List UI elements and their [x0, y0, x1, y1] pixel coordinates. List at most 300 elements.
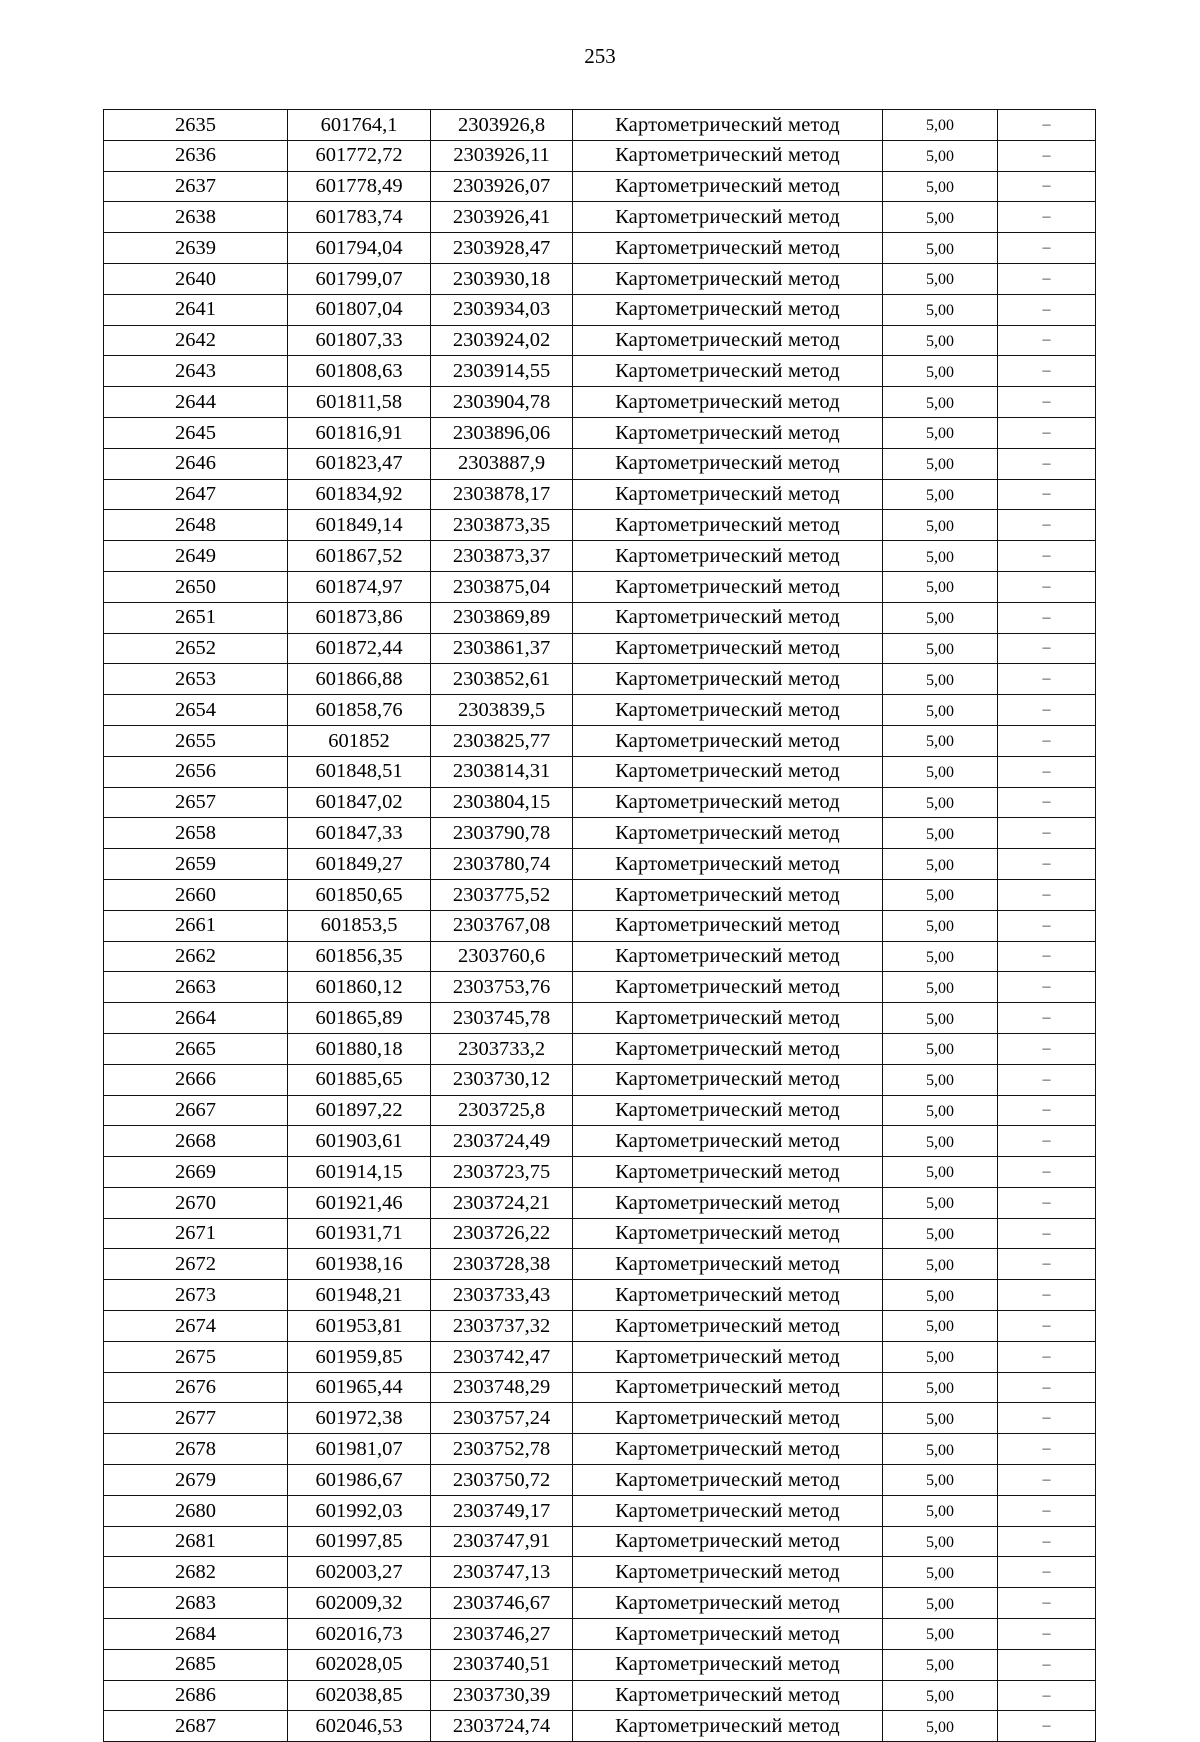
x-coordinate-cell: 601938,16 — [288, 1249, 431, 1280]
method-cell: Картометрический метод — [573, 387, 883, 418]
point-number-cell: 2675 — [104, 1341, 288, 1372]
x-coordinate-cell: 601953,81 — [288, 1311, 431, 1342]
point-number-cell: 2668 — [104, 1126, 288, 1157]
table-row — [104, 879, 1096, 910]
y-coordinate-cell: 2303790,78 — [431, 818, 573, 849]
point-number-cell: 2645 — [104, 417, 288, 448]
note-cell: – — [998, 1095, 1096, 1126]
point-number-cell: 2677 — [104, 1403, 288, 1434]
note-cell: – — [998, 140, 1096, 171]
y-coordinate-cell: 2303750,72 — [431, 1465, 573, 1496]
y-coordinate-cell: 2303760,6 — [431, 941, 573, 972]
point-number-cell: 2652 — [104, 633, 288, 664]
accuracy-cell: 5,00 — [883, 1341, 998, 1372]
table-row — [104, 725, 1096, 756]
y-coordinate-cell: 2303839,5 — [431, 695, 573, 726]
method-cell: Картометрический метод — [573, 510, 883, 541]
method-cell: Картометрический метод — [573, 571, 883, 602]
accuracy-cell: 5,00 — [883, 479, 998, 510]
method-cell: Картометрический метод — [573, 1619, 883, 1650]
note-cell: – — [998, 479, 1096, 510]
y-coordinate-cell: 2303730,39 — [431, 1680, 573, 1711]
point-number-cell: 2680 — [104, 1495, 288, 1526]
x-coordinate-cell: 601853,5 — [288, 910, 431, 941]
method-cell: Картометрический метод — [573, 602, 883, 633]
accuracy-cell: 5,00 — [883, 510, 998, 541]
point-number-cell: 2639 — [104, 233, 288, 264]
method-cell: Картометрический метод — [573, 1495, 883, 1526]
x-coordinate-cell: 601849,27 — [288, 849, 431, 880]
x-coordinate-cell: 601858,76 — [288, 695, 431, 726]
method-cell: Картометрический метод — [573, 818, 883, 849]
note-cell: – — [998, 1033, 1096, 1064]
y-coordinate-cell: 2303804,15 — [431, 787, 573, 818]
point-number-cell: 2656 — [104, 756, 288, 787]
table-row — [104, 356, 1096, 387]
table-row — [104, 171, 1096, 202]
point-number-cell: 2679 — [104, 1465, 288, 1496]
table-row — [104, 233, 1096, 264]
x-coordinate-cell: 601885,65 — [288, 1064, 431, 1095]
x-coordinate-cell: 601794,04 — [288, 233, 431, 264]
table-row — [104, 787, 1096, 818]
method-cell: Картометрический метод — [573, 1187, 883, 1218]
note-cell: – — [998, 1341, 1096, 1372]
x-coordinate-cell: 602038,85 — [288, 1680, 431, 1711]
table-row — [104, 1095, 1096, 1126]
y-coordinate-cell: 2303752,78 — [431, 1434, 573, 1465]
accuracy-cell: 5,00 — [883, 1126, 998, 1157]
note-cell: – — [998, 1495, 1096, 1526]
accuracy-cell: 5,00 — [883, 140, 998, 171]
accuracy-cell: 5,00 — [883, 1033, 998, 1064]
x-coordinate-cell: 601872,44 — [288, 633, 431, 664]
accuracy-cell: 5,00 — [883, 171, 998, 202]
accuracy-cell: 5,00 — [883, 1557, 998, 1588]
point-number-cell: 2647 — [104, 479, 288, 510]
x-coordinate-cell: 601931,71 — [288, 1218, 431, 1249]
y-coordinate-cell: 2303747,13 — [431, 1557, 573, 1588]
point-number-cell: 2653 — [104, 664, 288, 695]
note-cell: – — [998, 725, 1096, 756]
x-coordinate-cell: 601981,07 — [288, 1434, 431, 1465]
x-coordinate-cell: 601847,33 — [288, 818, 431, 849]
method-cell: Картометрический метод — [573, 1649, 883, 1680]
table-row — [104, 541, 1096, 572]
x-coordinate-cell: 601808,63 — [288, 356, 431, 387]
y-coordinate-cell: 2303724,49 — [431, 1126, 573, 1157]
table-row — [104, 972, 1096, 1003]
x-coordinate-cell: 601783,74 — [288, 202, 431, 233]
note-cell: – — [998, 1465, 1096, 1496]
point-number-cell: 2659 — [104, 849, 288, 880]
y-coordinate-cell: 2303775,52 — [431, 879, 573, 910]
note-cell: – — [998, 1249, 1096, 1280]
point-number-cell: 2671 — [104, 1218, 288, 1249]
note-cell: – — [998, 1280, 1096, 1311]
method-cell: Картометрический метод — [573, 294, 883, 325]
method-cell: Картометрический метод — [573, 910, 883, 941]
method-cell: Картометрический метод — [573, 448, 883, 479]
y-coordinate-cell: 2303733,2 — [431, 1033, 573, 1064]
accuracy-cell: 5,00 — [883, 1003, 998, 1034]
method-cell: Картометрический метод — [573, 356, 883, 387]
method-cell: Картометрический метод — [573, 171, 883, 202]
table-row — [104, 1711, 1096, 1742]
accuracy-cell: 5,00 — [883, 1280, 998, 1311]
accuracy-cell: 5,00 — [883, 110, 998, 141]
y-coordinate-cell: 2303723,75 — [431, 1157, 573, 1188]
x-coordinate-cell: 601849,14 — [288, 510, 431, 541]
method-cell: Картометрический метод — [573, 879, 883, 910]
point-number-cell: 2683 — [104, 1588, 288, 1619]
point-number-cell: 2681 — [104, 1526, 288, 1557]
note-cell: – — [998, 171, 1096, 202]
method-cell: Картометрический метод — [573, 140, 883, 171]
accuracy-cell: 5,00 — [883, 263, 998, 294]
note-cell: – — [998, 1557, 1096, 1588]
point-number-cell: 2638 — [104, 202, 288, 233]
coordinates-table — [103, 109, 1096, 1742]
point-number-cell: 2660 — [104, 879, 288, 910]
point-number-cell: 2655 — [104, 725, 288, 756]
y-coordinate-cell: 2303924,02 — [431, 325, 573, 356]
y-coordinate-cell: 2303930,18 — [431, 263, 573, 294]
y-coordinate-cell: 2303814,31 — [431, 756, 573, 787]
point-number-cell: 2673 — [104, 1280, 288, 1311]
x-coordinate-cell: 601816,91 — [288, 417, 431, 448]
method-cell: Картометрический метод — [573, 541, 883, 572]
point-number-cell: 2685 — [104, 1649, 288, 1680]
accuracy-cell: 5,00 — [883, 1187, 998, 1218]
x-coordinate-cell: 602009,32 — [288, 1588, 431, 1619]
y-coordinate-cell: 2303904,78 — [431, 387, 573, 418]
method-cell: Картометрический метод — [573, 417, 883, 448]
accuracy-cell: 5,00 — [883, 233, 998, 264]
method-cell: Картометрический метод — [573, 233, 883, 264]
table-row — [104, 1311, 1096, 1342]
accuracy-cell: 5,00 — [883, 541, 998, 572]
x-coordinate-cell: 601921,46 — [288, 1187, 431, 1218]
accuracy-cell: 5,00 — [883, 849, 998, 880]
note-cell: – — [998, 356, 1096, 387]
method-cell: Картометрический метод — [573, 1311, 883, 1342]
accuracy-cell: 5,00 — [883, 1218, 998, 1249]
point-number-cell: 2667 — [104, 1095, 288, 1126]
note-cell: – — [998, 756, 1096, 787]
point-number-cell: 2635 — [104, 110, 288, 141]
table-row — [104, 1218, 1096, 1249]
x-coordinate-cell: 601965,44 — [288, 1372, 431, 1403]
point-number-cell: 2650 — [104, 571, 288, 602]
table-row — [104, 1495, 1096, 1526]
table-row — [104, 1341, 1096, 1372]
accuracy-cell: 5,00 — [883, 725, 998, 756]
method-cell: Картометрический метод — [573, 1557, 883, 1588]
x-coordinate-cell: 601847,02 — [288, 787, 431, 818]
accuracy-cell: 5,00 — [883, 1680, 998, 1711]
note-cell: – — [998, 387, 1096, 418]
note-cell: – — [998, 1526, 1096, 1557]
point-number-cell: 2637 — [104, 171, 288, 202]
method-cell: Картометрический метод — [573, 479, 883, 510]
point-number-cell: 2654 — [104, 695, 288, 726]
table-row — [104, 110, 1096, 141]
table-row — [104, 325, 1096, 356]
y-coordinate-cell: 2303926,8 — [431, 110, 573, 141]
y-coordinate-cell: 2303934,03 — [431, 294, 573, 325]
x-coordinate-cell: 601992,03 — [288, 1495, 431, 1526]
note-cell: – — [998, 1311, 1096, 1342]
point-number-cell: 2640 — [104, 263, 288, 294]
table-row — [104, 1403, 1096, 1434]
y-coordinate-cell: 2303780,74 — [431, 849, 573, 880]
y-coordinate-cell: 2303852,61 — [431, 664, 573, 695]
accuracy-cell: 5,00 — [883, 879, 998, 910]
point-number-cell: 2676 — [104, 1372, 288, 1403]
accuracy-cell: 5,00 — [883, 1372, 998, 1403]
note-cell: – — [998, 1064, 1096, 1095]
table-row — [104, 140, 1096, 171]
accuracy-cell: 5,00 — [883, 1588, 998, 1619]
method-cell: Картометрический метод — [573, 263, 883, 294]
x-coordinate-cell: 601764,1 — [288, 110, 431, 141]
note-cell: – — [998, 1003, 1096, 1034]
point-number-cell: 2666 — [104, 1064, 288, 1095]
x-coordinate-cell: 601852 — [288, 725, 431, 756]
note-cell: – — [998, 695, 1096, 726]
accuracy-cell: 5,00 — [883, 633, 998, 664]
point-number-cell: 2686 — [104, 1680, 288, 1711]
table-row — [104, 602, 1096, 633]
accuracy-cell: 5,00 — [883, 910, 998, 941]
method-cell: Картометрический метод — [573, 1095, 883, 1126]
table-row — [104, 1033, 1096, 1064]
table-row — [104, 1064, 1096, 1095]
accuracy-cell: 5,00 — [883, 417, 998, 448]
note-cell: – — [998, 1187, 1096, 1218]
x-coordinate-cell: 601772,72 — [288, 140, 431, 171]
y-coordinate-cell: 2303861,37 — [431, 633, 573, 664]
y-coordinate-cell: 2303887,9 — [431, 448, 573, 479]
y-coordinate-cell: 2303746,27 — [431, 1619, 573, 1650]
point-number-cell: 2657 — [104, 787, 288, 818]
note-cell: – — [998, 879, 1096, 910]
note-cell: – — [998, 1126, 1096, 1157]
accuracy-cell: 5,00 — [883, 787, 998, 818]
note-cell: – — [998, 1403, 1096, 1434]
accuracy-cell: 5,00 — [883, 202, 998, 233]
y-coordinate-cell: 2303745,78 — [431, 1003, 573, 1034]
note-cell: – — [998, 664, 1096, 695]
method-cell: Картометрический метод — [573, 725, 883, 756]
point-number-cell: 2663 — [104, 972, 288, 1003]
accuracy-cell: 5,00 — [883, 1711, 998, 1742]
method-cell: Картометрический метод — [573, 695, 883, 726]
table-row — [104, 910, 1096, 941]
table-row — [104, 1588, 1096, 1619]
point-number-cell: 2644 — [104, 387, 288, 418]
accuracy-cell: 5,00 — [883, 571, 998, 602]
table-row — [104, 1249, 1096, 1280]
accuracy-cell: 5,00 — [883, 756, 998, 787]
method-cell: Картометрический метод — [573, 325, 883, 356]
x-coordinate-cell: 601811,58 — [288, 387, 431, 418]
y-coordinate-cell: 2303728,38 — [431, 1249, 573, 1280]
accuracy-cell: 5,00 — [883, 1465, 998, 1496]
method-cell: Картометрический метод — [573, 1033, 883, 1064]
point-number-cell: 2684 — [104, 1619, 288, 1650]
table-row — [104, 1280, 1096, 1311]
accuracy-cell: 5,00 — [883, 294, 998, 325]
note-cell: – — [998, 787, 1096, 818]
note-cell: – — [998, 941, 1096, 972]
coordinates-table-body — [104, 110, 1096, 1742]
note-cell: – — [998, 1711, 1096, 1742]
x-coordinate-cell: 601873,86 — [288, 602, 431, 633]
table-row — [104, 479, 1096, 510]
table-row — [104, 1003, 1096, 1034]
table-row — [104, 1526, 1096, 1557]
method-cell: Картометрический метод — [573, 1126, 883, 1157]
accuracy-cell: 5,00 — [883, 664, 998, 695]
x-coordinate-cell: 601874,97 — [288, 571, 431, 602]
note-cell: – — [998, 110, 1096, 141]
table-row — [104, 695, 1096, 726]
y-coordinate-cell: 2303926,11 — [431, 140, 573, 171]
point-number-cell: 2641 — [104, 294, 288, 325]
point-number-cell: 2665 — [104, 1033, 288, 1064]
y-coordinate-cell: 2303757,24 — [431, 1403, 573, 1434]
y-coordinate-cell: 2303724,21 — [431, 1187, 573, 1218]
x-coordinate-cell: 601823,47 — [288, 448, 431, 479]
accuracy-cell: 5,00 — [883, 1403, 998, 1434]
method-cell: Картометрический метод — [573, 972, 883, 1003]
table-row — [104, 941, 1096, 972]
y-coordinate-cell: 2303740,51 — [431, 1649, 573, 1680]
table-row — [104, 849, 1096, 880]
page-number: 253 — [584, 44, 616, 68]
x-coordinate-cell: 601834,92 — [288, 479, 431, 510]
x-coordinate-cell: 601860,12 — [288, 972, 431, 1003]
table-row — [104, 818, 1096, 849]
point-number-cell: 2662 — [104, 941, 288, 972]
y-coordinate-cell: 2303914,55 — [431, 356, 573, 387]
y-coordinate-cell: 2303878,17 — [431, 479, 573, 510]
y-coordinate-cell: 2303742,47 — [431, 1341, 573, 1372]
note-cell: – — [998, 510, 1096, 541]
y-coordinate-cell: 2303749,17 — [431, 1495, 573, 1526]
table-row — [104, 633, 1096, 664]
accuracy-cell: 5,00 — [883, 1619, 998, 1650]
accuracy-cell: 5,00 — [883, 695, 998, 726]
point-number-cell: 2669 — [104, 1157, 288, 1188]
point-number-cell: 2651 — [104, 602, 288, 633]
method-cell: Картометрический метод — [573, 1341, 883, 1372]
y-coordinate-cell: 2303873,35 — [431, 510, 573, 541]
x-coordinate-cell: 601972,38 — [288, 1403, 431, 1434]
accuracy-cell: 5,00 — [883, 1157, 998, 1188]
accuracy-cell: 5,00 — [883, 1095, 998, 1126]
accuracy-cell: 5,00 — [883, 602, 998, 633]
y-coordinate-cell: 2303873,37 — [431, 541, 573, 572]
x-coordinate-cell: 602003,27 — [288, 1557, 431, 1588]
table-row — [104, 664, 1096, 695]
method-cell: Картометрический метод — [573, 1711, 883, 1742]
accuracy-cell: 5,00 — [883, 1064, 998, 1095]
x-coordinate-cell: 601850,65 — [288, 879, 431, 910]
accuracy-cell: 5,00 — [883, 1249, 998, 1280]
table-row — [104, 571, 1096, 602]
y-coordinate-cell: 2303748,29 — [431, 1372, 573, 1403]
table-row — [104, 263, 1096, 294]
x-coordinate-cell: 601897,22 — [288, 1095, 431, 1126]
x-coordinate-cell: 601856,35 — [288, 941, 431, 972]
point-number-cell: 2670 — [104, 1187, 288, 1218]
table-row — [104, 1680, 1096, 1711]
y-coordinate-cell: 2303825,77 — [431, 725, 573, 756]
method-cell: Картометрический метод — [573, 787, 883, 818]
note-cell: – — [998, 541, 1096, 572]
accuracy-cell: 5,00 — [883, 972, 998, 1003]
table-row — [104, 1157, 1096, 1188]
x-coordinate-cell: 601914,15 — [288, 1157, 431, 1188]
table-row — [104, 1557, 1096, 1588]
y-coordinate-cell: 2303767,08 — [431, 910, 573, 941]
y-coordinate-cell: 2303928,47 — [431, 233, 573, 264]
note-cell: – — [998, 202, 1096, 233]
accuracy-cell: 5,00 — [883, 1434, 998, 1465]
y-coordinate-cell: 2303725,8 — [431, 1095, 573, 1126]
note-cell: – — [998, 294, 1096, 325]
method-cell: Картометрический метод — [573, 664, 883, 695]
accuracy-cell: 5,00 — [883, 818, 998, 849]
table-row — [104, 1372, 1096, 1403]
accuracy-cell: 5,00 — [883, 1526, 998, 1557]
point-number-cell: 2682 — [104, 1557, 288, 1588]
accuracy-cell: 5,00 — [883, 448, 998, 479]
y-coordinate-cell: 2303926,07 — [431, 171, 573, 202]
note-cell: – — [998, 1619, 1096, 1650]
method-cell: Картометрический метод — [573, 849, 883, 880]
table-row — [104, 1619, 1096, 1650]
y-coordinate-cell: 2303747,91 — [431, 1526, 573, 1557]
method-cell: Картометрический метод — [573, 110, 883, 141]
method-cell: Картометрический метод — [573, 1372, 883, 1403]
y-coordinate-cell: 2303726,22 — [431, 1218, 573, 1249]
y-coordinate-cell: 2303737,32 — [431, 1311, 573, 1342]
note-cell: – — [998, 1157, 1096, 1188]
method-cell: Картометрический метод — [573, 1403, 883, 1434]
note-cell: – — [998, 1649, 1096, 1680]
x-coordinate-cell: 601866,88 — [288, 664, 431, 695]
y-coordinate-cell: 2303724,74 — [431, 1711, 573, 1742]
accuracy-cell: 5,00 — [883, 941, 998, 972]
accuracy-cell: 5,00 — [883, 1495, 998, 1526]
point-number-cell: 2643 — [104, 356, 288, 387]
x-coordinate-cell: 601807,04 — [288, 294, 431, 325]
method-cell: Картометрический метод — [573, 1526, 883, 1557]
note-cell: – — [998, 818, 1096, 849]
point-number-cell: 2648 — [104, 510, 288, 541]
method-cell: Картометрический метод — [573, 1465, 883, 1496]
x-coordinate-cell: 602016,73 — [288, 1619, 431, 1650]
method-cell: Картометрический метод — [573, 1588, 883, 1619]
x-coordinate-cell: 601903,61 — [288, 1126, 431, 1157]
method-cell: Картометрический метод — [573, 633, 883, 664]
note-cell: – — [998, 1680, 1096, 1711]
point-number-cell: 2658 — [104, 818, 288, 849]
